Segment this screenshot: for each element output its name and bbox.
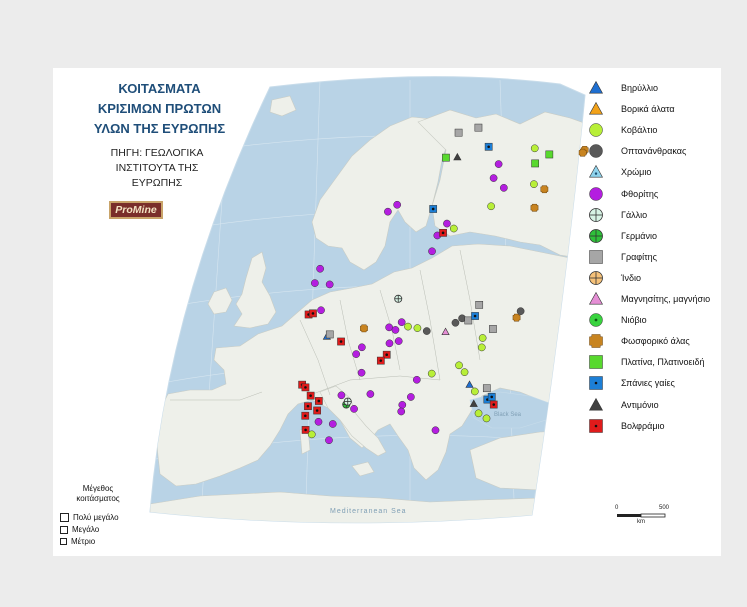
deposit-marker: [358, 344, 365, 351]
legend-label-9: Ίνδιο: [621, 272, 641, 283]
deposit-marker: [407, 393, 414, 400]
size-medium-label: Μέτριο: [71, 537, 96, 546]
legend-label-7: Γερμάνιο: [621, 230, 657, 241]
deposit-marker: [353, 351, 360, 358]
legend-label-11: Νιόβιο: [621, 315, 647, 326]
label-mediterranean: Mediterranean Sea: [330, 508, 407, 515]
deposit-marker: [483, 385, 490, 392]
deposit-marker: [325, 437, 332, 444]
legend-icon-11: [588, 312, 604, 328]
deposit-marker: [394, 201, 401, 208]
size-very-large: [60, 513, 119, 522]
deposit-marker: [479, 334, 486, 341]
legend-icon-12: [588, 333, 604, 349]
deposit-marker: [304, 403, 311, 410]
size-large-square: [60, 526, 68, 534]
deposit-marker: [488, 203, 495, 210]
legend-icon-10: [588, 291, 604, 307]
deposit-marker: [428, 370, 435, 377]
source-line-3: ΕΥΡΩΠΗΣ: [131, 177, 183, 189]
legend-label-10: Μαγνησίτης, μαγνήσιο: [621, 294, 711, 304]
legend-icon-5: [588, 186, 604, 202]
deposit-marker: [465, 317, 472, 324]
deposit-marker: [532, 160, 539, 167]
deposit-marker: [350, 405, 357, 412]
legend-icon-14: [588, 375, 604, 391]
deposit-marker: [413, 376, 420, 383]
legend-label-4: Χρώμιο: [621, 167, 652, 178]
size-legend-header-1: Μέγεθος: [82, 484, 114, 493]
legend-icon-16: [588, 418, 604, 434]
legend-icon-0: [588, 80, 604, 96]
legend-label-8: Γραφίτης: [621, 251, 658, 262]
deposit-marker: [329, 420, 336, 427]
deposit-marker: [404, 323, 411, 330]
deposit-marker: [439, 229, 446, 236]
deposit-marker: [489, 325, 496, 332]
legend-label-15: Αντιμόνιο: [621, 399, 659, 410]
deposit-marker: [452, 319, 459, 326]
deposit-marker: [377, 357, 384, 364]
deposit-marker: [488, 393, 495, 400]
deposit-marker: [450, 225, 457, 232]
deposit-marker: [442, 154, 449, 161]
promine-logo: [109, 201, 163, 219]
legend-label-12: Φωσφορικό άλας: [621, 336, 690, 347]
source-line-1: ΠΗΓΗ: ΓΕΩΛΟΓΙΚΑ: [110, 147, 204, 159]
deposit-marker: [483, 415, 490, 422]
scale-end: 500: [659, 505, 670, 511]
legend-label-13: Πλατίνα, Πλατινοειδή: [621, 357, 705, 368]
size-very-large-square: [60, 513, 69, 522]
legend-icon-8: [588, 249, 604, 265]
size-medium-square: [60, 538, 67, 545]
deposit-marker: [398, 408, 405, 415]
deposit-marker: [338, 392, 345, 399]
logo-text: ProMine: [115, 204, 157, 216]
legend-icon-3: [588, 143, 604, 159]
deposit-marker: [430, 205, 437, 212]
deposit-marker: [476, 301, 483, 308]
label-black-sea: Black Sea: [494, 412, 522, 418]
deposit-marker: [309, 310, 316, 317]
deposit-marker: [399, 401, 406, 408]
deposit-marker: [432, 427, 439, 434]
map-title: [62, 79, 257, 139]
legend-label-1: Βορικά άλατα: [621, 104, 675, 115]
deposit-marker: [471, 312, 478, 319]
legend-icon-1: [588, 101, 604, 117]
size-legend: [56, 484, 146, 546]
size-legend-header-2: κοιτάσματος: [76, 494, 120, 503]
deposit-marker: [358, 369, 365, 376]
deposit-marker: [311, 280, 318, 287]
deposit-marker: [384, 208, 391, 215]
deposit-marker: [314, 407, 321, 414]
deposit-marker: [513, 314, 520, 321]
deposit-marker: [317, 307, 324, 314]
deposit-marker: [517, 308, 524, 315]
legend-label-3: Οπτανάνθρακας: [621, 146, 687, 157]
legend-icon-9: [588, 270, 604, 286]
legend-label-2: Κοβάλτιο: [621, 125, 658, 136]
deposit-marker: [495, 161, 502, 168]
map-source: [72, 146, 242, 191]
legend-label-14: Σπάνιες γαίες: [621, 378, 675, 389]
deposit-marker: [475, 410, 482, 417]
deposit-marker: [541, 186, 548, 193]
deposit-marker: [455, 362, 462, 369]
size-large-label: Μεγάλο: [72, 525, 100, 534]
title-line-2: ΚΡΙΣΙΜΩΝ ΠΡΩΤΩΝ: [97, 101, 222, 116]
deposit-marker: [478, 344, 485, 351]
deposit-marker: [531, 145, 538, 152]
deposit-marker: [395, 337, 402, 344]
legend-label-0: Βηρύλλιο: [621, 83, 659, 93]
deposit-marker: [490, 174, 497, 181]
deposit-marker: [308, 431, 315, 438]
deposit-marker: [315, 397, 322, 404]
deposit-marker: [471, 388, 478, 395]
deposit-marker: [398, 319, 405, 326]
size-medium: [60, 537, 95, 546]
deposit-marker: [344, 398, 351, 405]
deposit-marker: [546, 151, 553, 158]
scale-unit: km: [637, 519, 645, 525]
legend-label-6: Γάλλιο: [621, 209, 648, 220]
deposit-marker: [490, 401, 497, 408]
deposit-marker: [443, 220, 450, 227]
deposit-marker: [428, 248, 435, 255]
deposit-marker: [367, 390, 374, 397]
deposit-marker: [317, 265, 324, 272]
deposit-marker: [315, 418, 322, 425]
deposit-marker: [455, 129, 462, 136]
title-line-3: ΥΛΩΝ ΤΗΣ ΕΥΡΩΠΗΣ: [93, 121, 226, 136]
deposit-marker: [302, 412, 309, 419]
legend-label-5: Φθορίτης: [621, 188, 659, 199]
deposit-marker: [386, 340, 393, 347]
deposit-marker: [531, 204, 538, 211]
deposit-marker: [461, 369, 468, 376]
deposit-marker: [423, 327, 430, 334]
deposit-marker: [302, 384, 309, 391]
deposit-marker: [392, 326, 399, 333]
deposit-marker: [326, 281, 333, 288]
deposit-marker: [475, 124, 482, 131]
deposit-marker: [337, 338, 344, 345]
legend-icon-7: [588, 228, 604, 244]
deposit-marker: [485, 143, 492, 150]
legend-label-16: Βολφράμιο: [621, 420, 665, 431]
size-large: [60, 525, 99, 534]
legend-icon-2: [588, 122, 604, 138]
deposit-marker: [302, 426, 309, 433]
scale-bar: [615, 505, 671, 525]
deposit-marker: [414, 325, 421, 332]
source-line-2: ΙΝΣΤΙΤΟΥΤΑ ΤΗΣ: [115, 162, 199, 174]
size-very-large-label: Πολύ μεγάλο: [73, 513, 119, 522]
legend-icon-4: [588, 164, 604, 180]
legend-icon-15: [588, 397, 604, 413]
title-line-1: ΚΟΙΤΑΣΜΑΤΑ: [118, 81, 201, 96]
deposit-marker: [579, 149, 586, 156]
scale-start: 0: [615, 505, 619, 511]
deposit-marker: [500, 184, 507, 191]
deposit-marker: [360, 325, 367, 332]
deposit-marker: [530, 181, 537, 188]
deposit-marker: [307, 392, 314, 399]
deposit-marker: [326, 331, 333, 338]
legend-icon-6: [588, 207, 604, 223]
legend-icon-13: [588, 354, 604, 370]
deposit-marker: [395, 295, 402, 302]
